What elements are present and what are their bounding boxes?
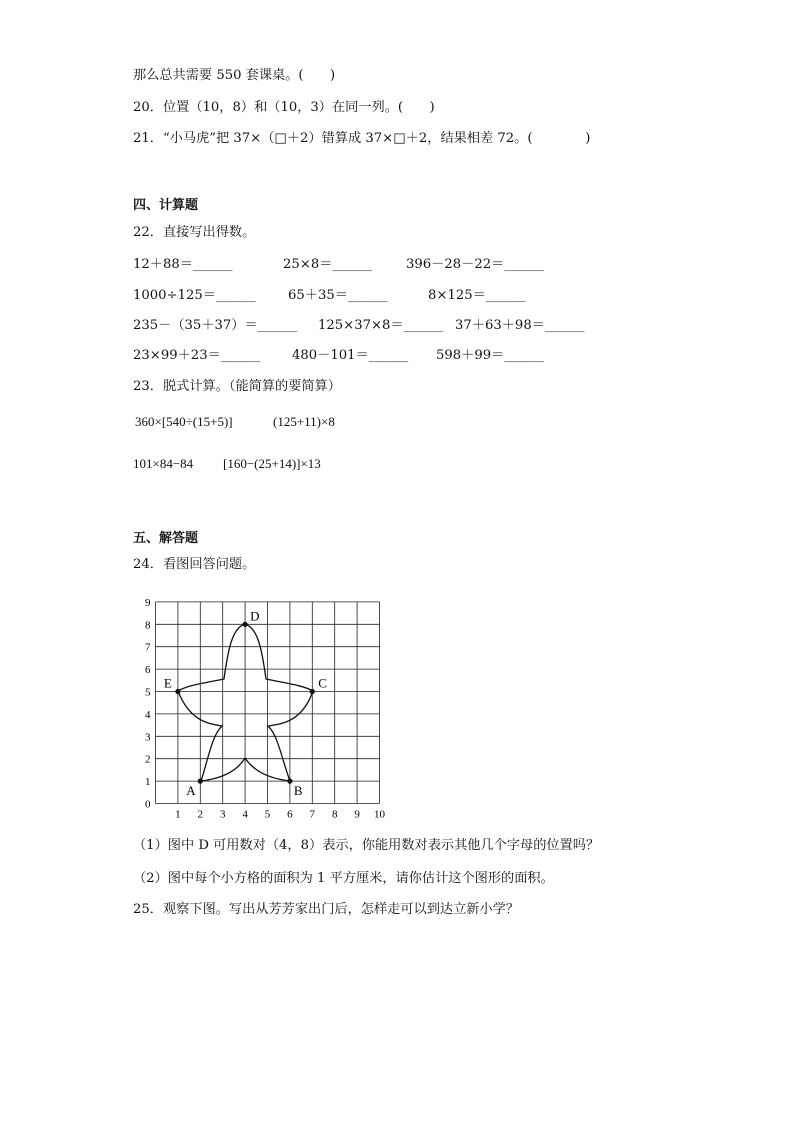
oral-calc-item: 125×37×8＝______ — [318, 318, 444, 333]
oral-calc-item: 37＋63＋98＝______ — [455, 318, 585, 333]
point-a — [198, 779, 203, 784]
y-tick-label: 5 — [145, 686, 151, 699]
x-tick-label: 8 — [331, 808, 338, 821]
oral-calc-item: 23×99＋23＝______ — [133, 348, 261, 363]
y-tick-label: 3 — [145, 731, 151, 744]
question-24-part-2: （2）图中每个小方格的面积为 1 平方厘米，请你估计这个图形的面积。 — [133, 871, 554, 886]
oral-calc-item: 1000÷125＝______ — [133, 288, 256, 303]
oral-calc-item: 598＋99＝______ — [436, 348, 544, 363]
point-label-b: B — [293, 783, 303, 799]
oral-calc-item: 65＋35＝______ — [288, 288, 388, 303]
y-tick-label: 1 — [145, 776, 151, 789]
question-20: 20．位置（10，8）和（10，3）在同一列。( ) — [133, 100, 435, 115]
point-label-e: E — [163, 675, 172, 691]
oral-calc-item: 396－28－22＝______ — [406, 257, 544, 272]
coordinate-grid-figure — [130, 592, 390, 822]
x-tick-label: 10 — [374, 808, 385, 821]
point-label-d: D — [250, 608, 260, 624]
point-c — [310, 689, 315, 694]
question-24: 24．看图回答问题。 — [133, 557, 256, 572]
y-tick-label: 0 — [145, 798, 151, 811]
x-tick-label: 9 — [354, 808, 360, 821]
expression-2: (125+11)×8 — [273, 414, 335, 429]
x-tick-label: 5 — [264, 808, 271, 821]
expression-4: [160−(25+14)]×13 — [223, 456, 321, 471]
point-label-a: A — [186, 783, 196, 799]
question-21: 21．“小马虎”把 37×（□＋2）错算成 37×□＋2，结果相差 72。( ) — [133, 131, 591, 146]
y-tick-label: 4 — [145, 708, 151, 721]
x-tick-label: 6 — [287, 808, 293, 821]
x-tick-label: 7 — [309, 808, 316, 821]
x-tick-label: 4 — [242, 808, 248, 821]
y-tick-label: 8 — [145, 619, 151, 632]
y-tick-label: 2 — [145, 753, 151, 766]
oral-calc-item: 235－（35＋37）＝______ — [133, 318, 298, 333]
oral-calc-item: 25×8＝______ — [283, 257, 372, 272]
x-tick-label: 3 — [219, 808, 226, 821]
question-24-part-1: （1）图中 D 可用数对（4，8）表示，你能用数对表示其他几个字母的位置吗？ — [133, 838, 600, 853]
point-b — [287, 779, 292, 784]
expression-3: 101×84−84 — [133, 456, 194, 471]
point-label-c: C — [318, 675, 327, 691]
grid-tick-labels — [145, 597, 386, 821]
question-19-tail: 那么总共需要 550 套课桌。( ) — [133, 68, 336, 83]
question-22: 22．直接写出得数。 — [133, 225, 256, 240]
y-tick-label: 9 — [145, 596, 151, 609]
grid-lines — [156, 602, 380, 804]
oral-calc-item: 480－101＝______ — [292, 348, 409, 363]
section-4-heading: 四、计算题 — [133, 198, 199, 213]
point-d — [243, 622, 248, 627]
question-23: 23．脱式计算。（能简算的要简算） — [133, 379, 341, 394]
y-tick-label: 6 — [145, 664, 151, 677]
x-tick-label: 2 — [197, 808, 204, 821]
point-e — [175, 689, 180, 694]
oral-calc-item: 8×125＝______ — [428, 288, 526, 303]
question-25: 25．观察下图。写出从芳芳家出门后，怎样走可以到达立新小学？ — [133, 902, 520, 917]
section-5-heading: 五、解答题 — [133, 531, 199, 546]
expression-1: 360×[540÷(15+5)] — [135, 414, 233, 429]
oral-calc-item: 12＋88＝______ — [133, 257, 233, 272]
x-tick-label: 1 — [175, 808, 181, 821]
y-tick-label: 7 — [145, 641, 151, 654]
